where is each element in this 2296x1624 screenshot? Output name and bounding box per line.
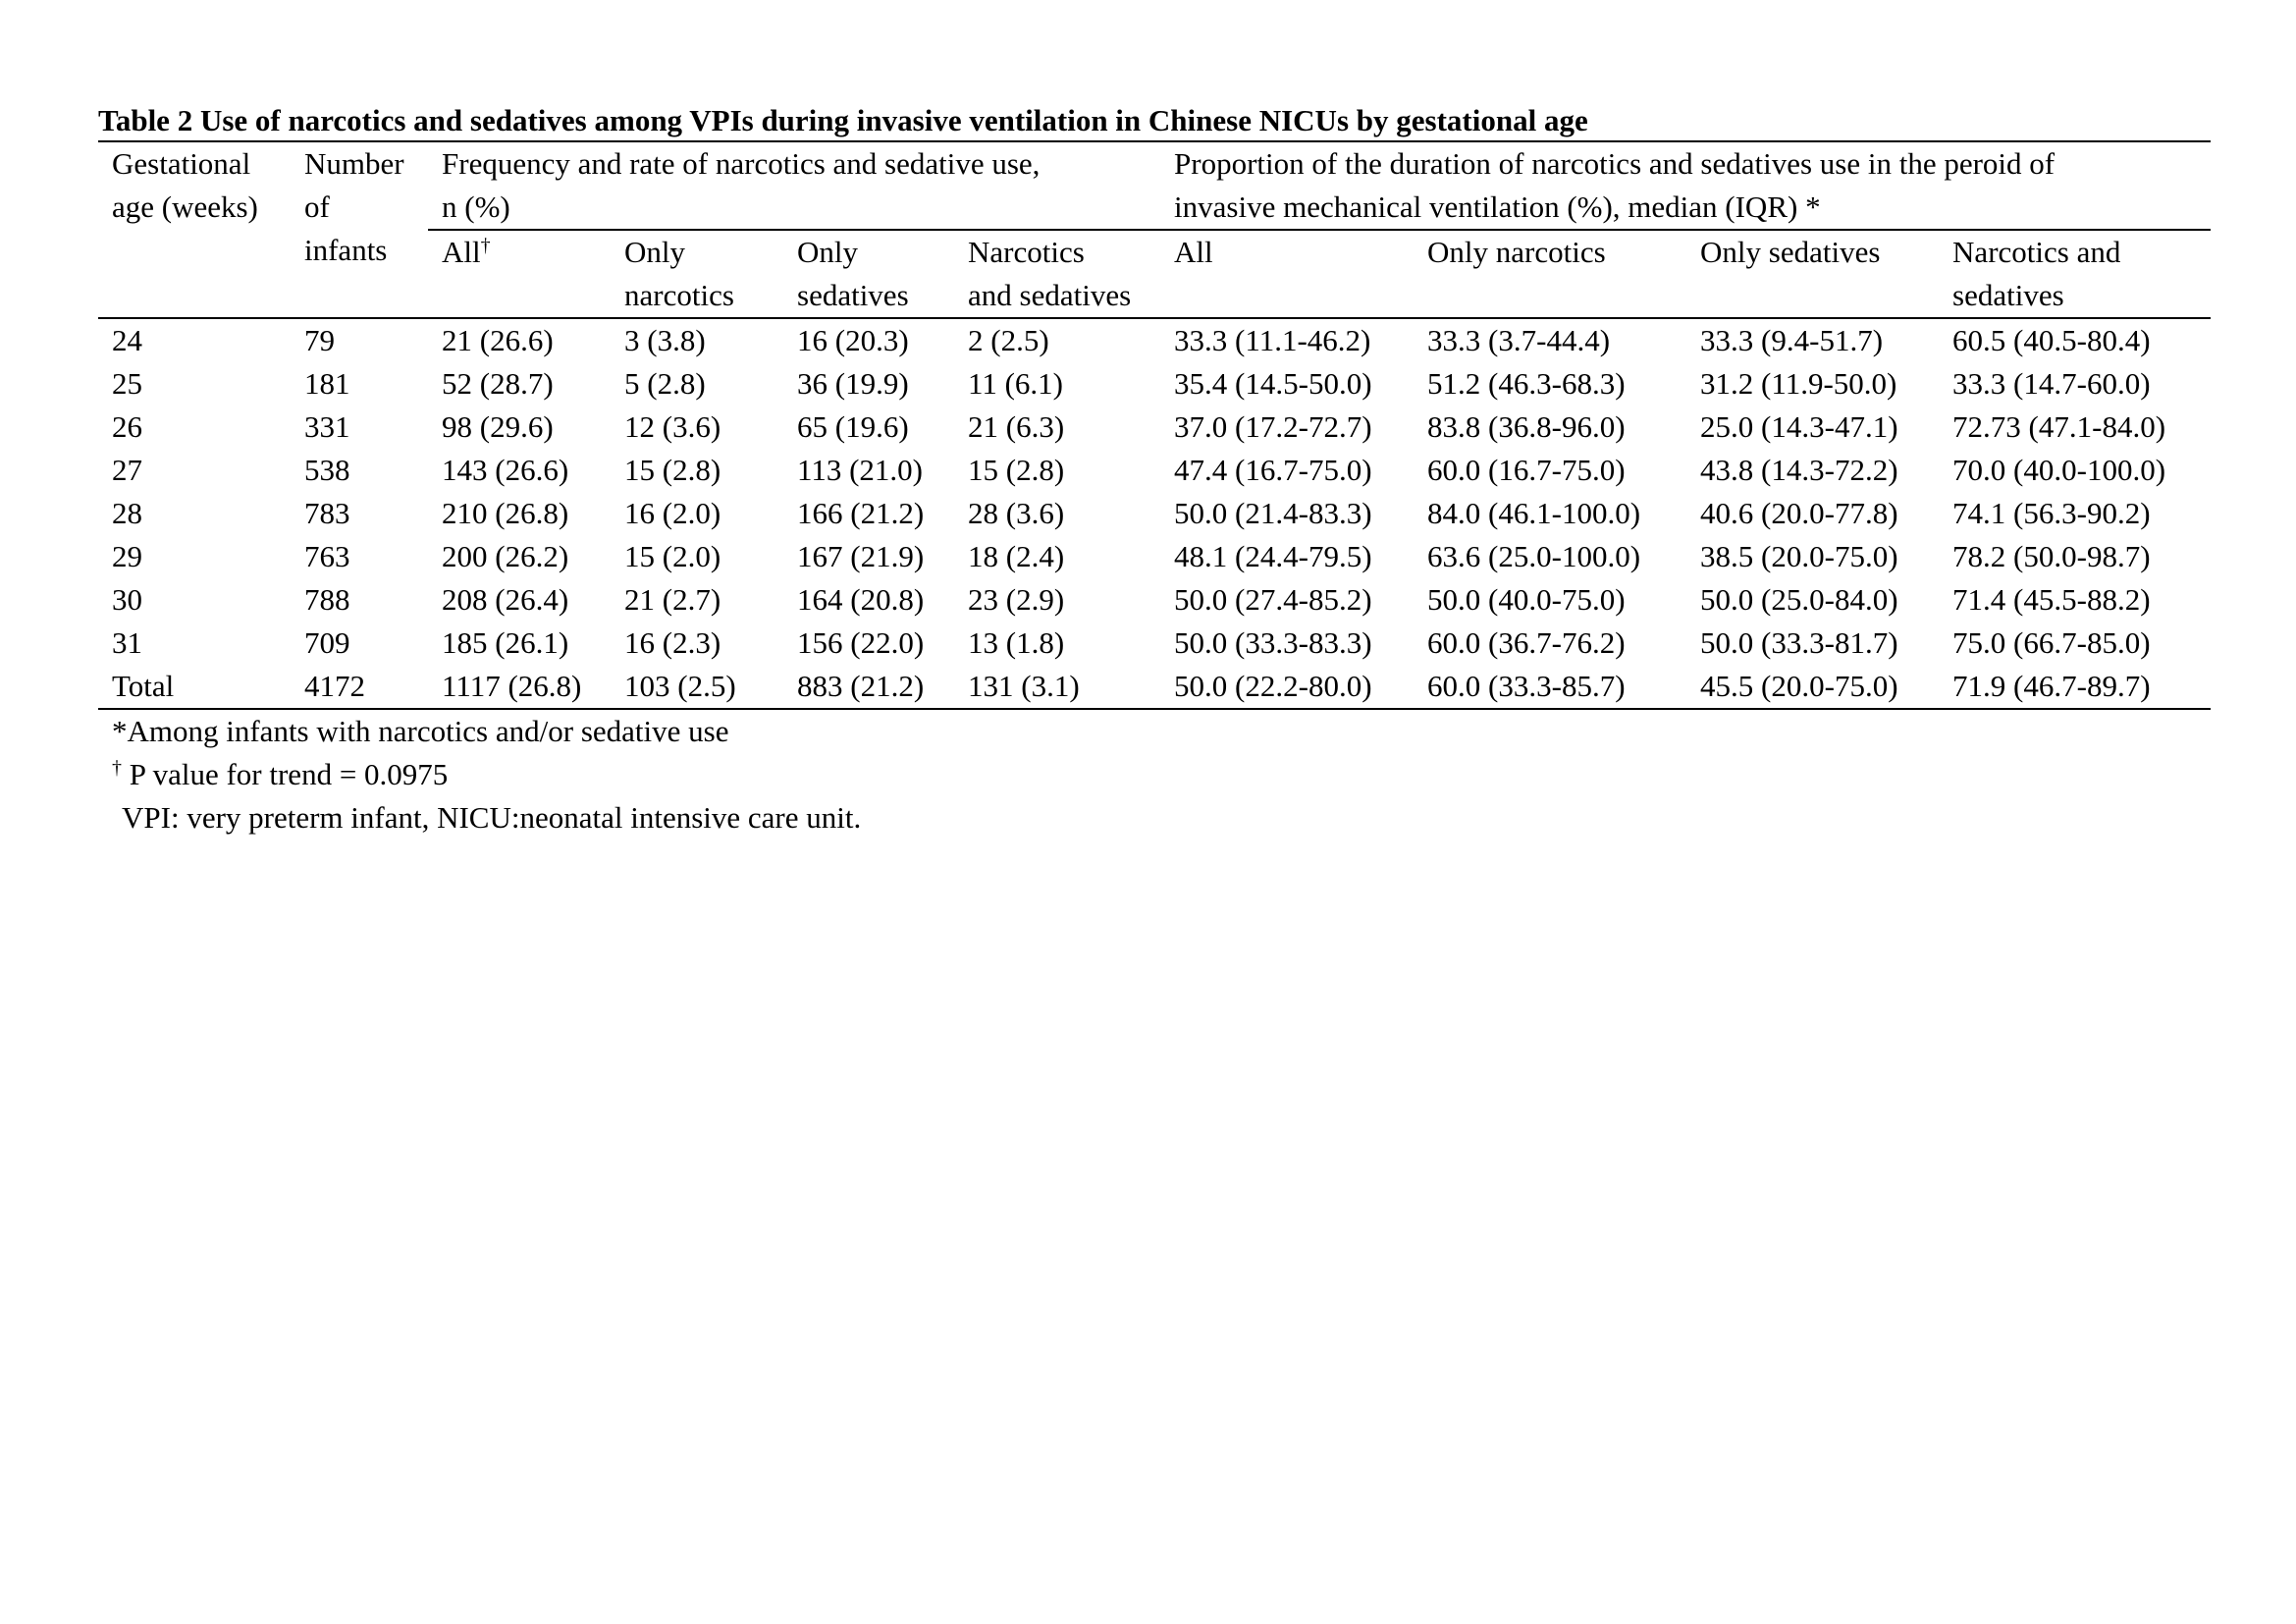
table-cell: 4172 — [291, 665, 428, 709]
table-cell: Total — [98, 665, 291, 709]
table-cell: 35.4 (14.5-50.0) — [1174, 366, 1372, 401]
table-cell: 27 — [112, 453, 142, 487]
table-row — [98, 318, 2211, 362]
table-cell: 72.73 (47.1-84.0) — [1952, 409, 2166, 444]
table-cell: 33.3 (9.4-51.7) — [1700, 323, 1884, 357]
table-cell: 763 — [304, 539, 350, 573]
header-freq-all: All† — [428, 230, 611, 318]
table-cell: 30 — [112, 582, 142, 617]
table-cell: 131 (3.1) — [954, 665, 1160, 709]
footnote-dagger: † P value for trend = 0.0975 — [112, 757, 449, 791]
table-cell: 5 (2.8) — [624, 366, 706, 401]
table-cell: 13 (1.8) — [968, 625, 1065, 660]
header-freq-only-narcotics: Only narcotics — [611, 230, 783, 318]
table-cell: 48.1 (24.4-79.5) — [1174, 539, 1372, 573]
table-cell: 31 — [112, 625, 142, 660]
header-prop-only-sedatives: Only sedatives — [1686, 230, 1939, 318]
header-group-proportion: Proportion of the duration of narcotics and sedatives use in the peroid of invasive mechanical ventilation (%), median (IQR) * — [1160, 141, 2211, 230]
table-cell: 788 — [304, 582, 350, 617]
table-cell: 208 (26.4) — [442, 582, 569, 617]
table-cell: 33.3 (11.1-46.2) — [1174, 323, 1371, 357]
table-cell: 63.6 (25.0-100.0) — [1427, 539, 1641, 573]
table-cell: 538 — [304, 453, 350, 487]
dagger-mark: † — [480, 235, 491, 256]
table-cell: 50.0 (22.2-80.0) — [1160, 665, 1414, 709]
header-number-infants: Number of infants — [291, 141, 428, 318]
table-cell: 50.0 (33.3-81.7) — [1700, 625, 1898, 660]
table-row-total — [98, 665, 2211, 709]
footnote-abbreviations: VPI: very preterm infant, NICU:neonatal intensive care unit. — [122, 800, 862, 835]
table-cell: 26 — [112, 409, 142, 444]
header-prop-all: All — [1160, 230, 1414, 318]
table-cell: 52 (28.7) — [442, 366, 554, 401]
table-cell: 60.0 (16.7-75.0) — [1427, 453, 1626, 487]
table-cell: 36 (19.9) — [797, 366, 909, 401]
header-gestational-age: Gestational age (weeks) — [98, 141, 291, 318]
table-cell: 60.0 (36.7-76.2) — [1427, 625, 1626, 660]
table-cell: 210 (26.8) — [442, 496, 569, 530]
table-row — [98, 622, 2211, 665]
table-cell: 331 — [304, 409, 350, 444]
table-cell: 45.5 (20.0-75.0) — [1686, 665, 1939, 709]
header-row-1 — [98, 141, 2211, 230]
table-cell: 21 (6.3) — [968, 409, 1065, 444]
table-cell: 71.9 (46.7-89.7) — [1939, 665, 2211, 709]
table-cell: 33.3 (3.7-44.4) — [1427, 323, 1611, 357]
table-cell: 83.8 (36.8-96.0) — [1427, 409, 1626, 444]
table-footnotes — [98, 710, 2211, 839]
table-cell: 23 (2.9) — [968, 582, 1065, 617]
footnote-star: *Among infants with narcotics and/or sedative use — [112, 714, 729, 748]
table-cell: 25 — [112, 366, 142, 401]
table-row — [98, 492, 2211, 535]
table-cell: 70.0 (40.0-100.0) — [1952, 453, 2166, 487]
table-cell: 47.4 (16.7-75.0) — [1174, 453, 1372, 487]
table-caption: Table 2 Use of narcotics and sedatives among VPIs during invasive ventilation in Chinese NICUs by gestational age — [98, 103, 1588, 137]
table-cell: 98 (29.6) — [442, 409, 554, 444]
table-cell: 1117 (26.8) — [428, 665, 611, 709]
table-cell: 21 (26.6) — [442, 323, 554, 357]
table-cell: 143 (26.6) — [442, 453, 569, 487]
table-cell: 16 (2.3) — [624, 625, 721, 660]
data-table — [98, 140, 2211, 710]
table-cell: 103 (2.5) — [611, 665, 783, 709]
table-cell: 78.2 (50.0-98.7) — [1952, 539, 2151, 573]
table-cell: 79 — [304, 323, 335, 357]
table-cell: 60.5 (40.5-80.4) — [1952, 323, 2151, 357]
header-prop-only-narcotics: Only narcotics — [1414, 230, 1686, 318]
table-cell: 15 (2.8) — [624, 453, 721, 487]
table-cell: 12 (3.6) — [624, 409, 721, 444]
table-cell: 50.0 (40.0-75.0) — [1427, 582, 1626, 617]
header-freq-only-sedatives: Only sedatives — [783, 230, 954, 318]
table-cell: 883 (21.2) — [783, 665, 954, 709]
table-cell: 200 (26.2) — [442, 539, 569, 573]
table-row — [98, 535, 2211, 578]
table-cell: 185 (26.1) — [442, 625, 569, 660]
header-group-frequency: Frequency and rate of narcotics and sedative use, n (%) — [428, 141, 1160, 230]
table-cell: 16 (2.0) — [624, 496, 721, 530]
table-cell: 40.6 (20.0-77.8) — [1700, 496, 1898, 530]
table-cell: 113 (21.0) — [797, 453, 923, 487]
table-cell: 21 (2.7) — [624, 582, 721, 617]
table-cell: 181 — [304, 366, 350, 401]
table-cell: 16 (20.3) — [797, 323, 909, 357]
table-row — [98, 578, 2211, 622]
table-cell: 50.0 (27.4-85.2) — [1174, 582, 1372, 617]
table-row — [98, 406, 2211, 449]
table-cell: 50.0 (33.3-83.3) — [1174, 625, 1372, 660]
table-cell: 28 — [112, 496, 142, 530]
table-cell: 65 (19.6) — [797, 409, 909, 444]
table-cell: 50.0 (25.0-84.0) — [1700, 582, 1898, 617]
table-cell: 60.0 (33.3-85.7) — [1414, 665, 1686, 709]
table-cell: 50.0 (21.4-83.3) — [1174, 496, 1372, 530]
table-cell: 28 (3.6) — [968, 496, 1065, 530]
table-row — [98, 362, 2211, 406]
table-cell: 15 (2.0) — [624, 539, 721, 573]
table-cell: 709 — [304, 625, 350, 660]
table-cell: 164 (20.8) — [797, 582, 925, 617]
table-cell: 166 (21.2) — [797, 496, 925, 530]
table-cell: 33.3 (14.7-60.0) — [1952, 366, 2151, 401]
table-cell: 51.2 (46.3-68.3) — [1427, 366, 1626, 401]
table-cell: 43.8 (14.3-72.2) — [1700, 453, 1898, 487]
table-cell: 24 — [112, 323, 142, 357]
table-cell: 18 (2.4) — [968, 539, 1065, 573]
dagger-mark: † — [112, 757, 122, 779]
table-cell: 38.5 (20.0-75.0) — [1700, 539, 1898, 573]
table-cell: 25.0 (14.3-47.1) — [1700, 409, 1898, 444]
table-cell: 37.0 (17.2-72.7) — [1174, 409, 1372, 444]
table-cell: 71.4 (45.5-88.2) — [1952, 582, 2151, 617]
table-figure — [98, 101, 2211, 839]
table-cell: 75.0 (66.7-85.0) — [1952, 625, 2151, 660]
table-cell: 2 (2.5) — [968, 323, 1049, 357]
table-cell: 3 (3.8) — [624, 323, 706, 357]
table-cell: 11 (6.1) — [968, 366, 1063, 401]
table-cell: 167 (21.9) — [797, 539, 925, 573]
header-prop-both: Narcotics and sedatives — [1939, 230, 2211, 318]
table-cell: 156 (22.0) — [797, 625, 925, 660]
table-cell: 29 — [112, 539, 142, 573]
table-cell: 84.0 (46.1-100.0) — [1427, 496, 1641, 530]
table-cell: 74.1 (56.3-90.2) — [1952, 496, 2151, 530]
table-cell: 15 (2.8) — [968, 453, 1065, 487]
table-cell: 783 — [304, 496, 350, 530]
table-cell: 31.2 (11.9-50.0) — [1700, 366, 1897, 401]
table-row — [98, 449, 2211, 492]
header-freq-both: Narcotics and sedatives — [954, 230, 1160, 318]
